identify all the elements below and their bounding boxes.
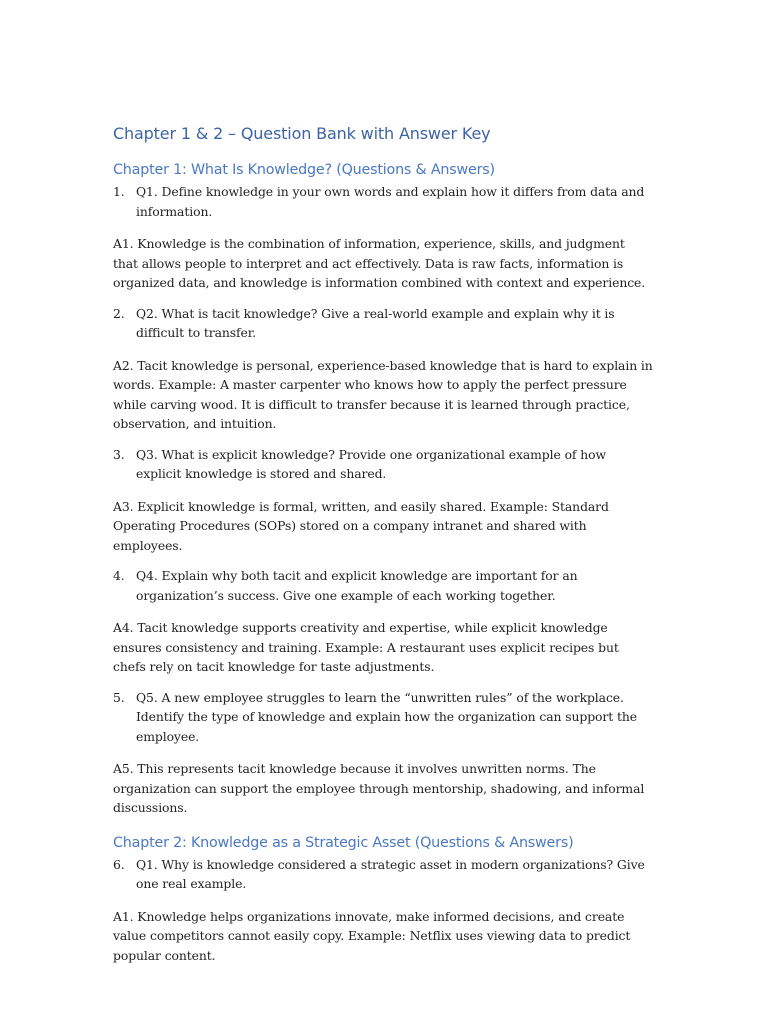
answer-text: A3. Explicit knowledge is formal, written, and easily shared. Example: Standard Operating Procedures (SOPs) stored on a company intranet and shared with employees. — [113, 498, 609, 553]
question-text: Q5. A new employee struggles to learn the “unwritten rules” of the workplace. Identify the type of knowledge and explain how the organization can support the employee. — [136, 689, 637, 744]
answer-text: A4. Tacit knowledge supports creativity and expertise, while explicit knowledge ensures consistency and training. Example: A restaurant uses explicit recipes but chefs rely on tacit knowledge for taste adjustments. — [113, 620, 619, 674]
answer-text: A1. Knowledge helps organizations innovate, make informed decisions, and create value competitors cannot easily copy. Example: Netflix uses viewing data to predict popular content. — [113, 908, 631, 963]
question-text: Q1. Define knowledge in your own words and explain how it differs from data and information. — [136, 184, 645, 219]
question-number: 2. — [113, 305, 125, 321]
question-text: Q3. What is explicit knowledge? Provide one organizational example of how explicit knowledge is stored and shared. — [136, 446, 607, 481]
question-item — [113, 855, 653, 894]
chapter-2-heading: Chapter 2: Knowledge as a Strategic Asset (Questions & Answers) — [113, 834, 574, 851]
question-item — [113, 304, 653, 343]
question-item — [113, 182, 653, 221]
question-text: Q4. Explain why both tacit and explicit knowledge are important for an organization’s success. Give one example of each working together. — [136, 568, 578, 603]
document-title: Chapter 1 & 2 – Question Bank with Answer Key — [113, 124, 491, 143]
answer-text: A5. This represents tacit knowledge because it involves unwritten norms. The organization can support the employee through mentorship, shadowing, and informal discussions. — [113, 761, 645, 815]
question-number: 3. — [113, 446, 125, 462]
question-item — [113, 445, 653, 484]
question-text: Q1. Why is knowledge considered a strategic asset in modern organizations? Give one real example. — [136, 856, 645, 891]
answer-text: A2. Tacit knowledge is personal, experience-based knowledge that is hard to explain in words. Example: A master carpenter who knows how to apply the perfect pressure while carving wood. It is difficult to transfer because it is learned through practice, observation, and intuition. — [113, 357, 653, 431]
question-item — [113, 566, 653, 605]
question-number: 4. — [113, 568, 125, 583]
answer-text: A1. Knowledge is the combination of information, experience, skills, and judgment that allows people to interpret and act effectively. Data is raw facts, information is organized data, and knowledge is information combined with context and experience. — [113, 236, 646, 290]
document-content — [113, 122, 653, 976]
question-number: 6. — [113, 856, 125, 872]
question-text: Q2. What is tacit knowledge? Give a real-world example and explain why it is difficult to transfer. — [136, 305, 615, 340]
question-number: 5. — [113, 689, 125, 705]
question-number: 1. — [113, 184, 125, 199]
question-item — [113, 688, 653, 747]
chapter-1-heading: Chapter 1: What Is Knowledge? (Questions & Answers) — [113, 162, 495, 178]
